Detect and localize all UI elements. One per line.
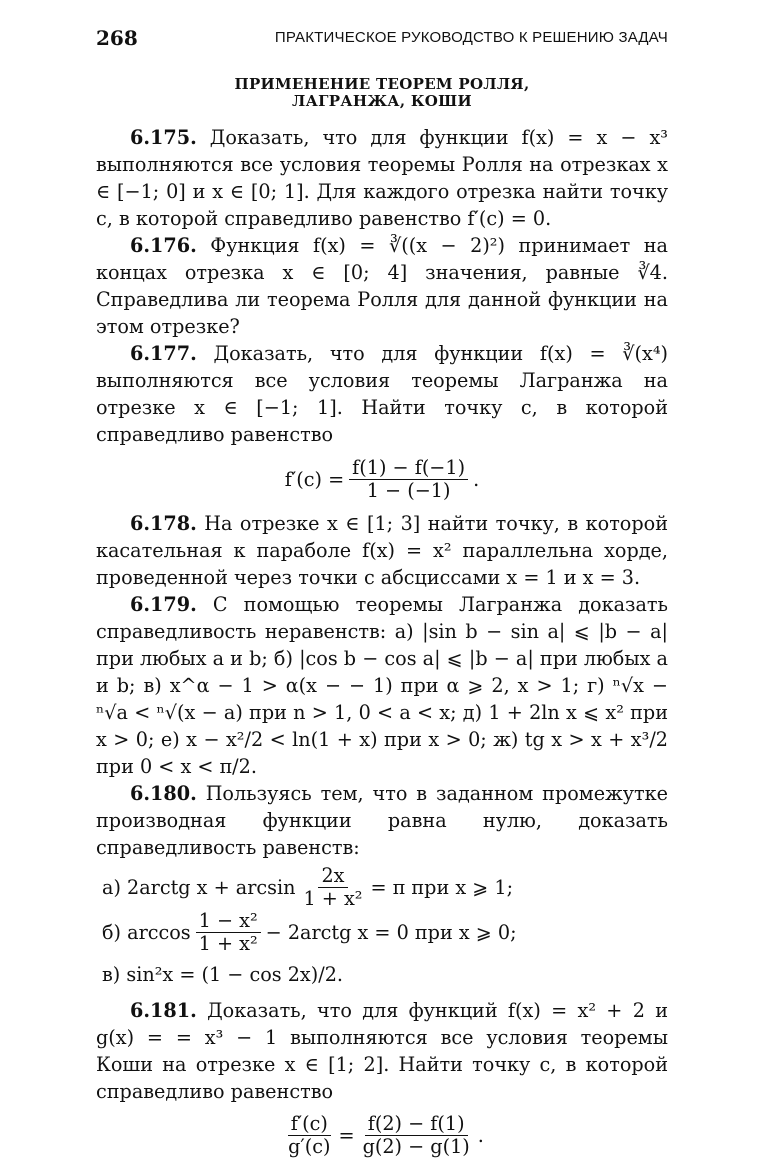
equality-c-text: в) sin²x = (1 − cos 2x)/2. bbox=[102, 962, 344, 986]
problem-text: На отрезке x ∈ [1; 3] найти точку, в которой касательная к параболе f(x) = x² параллельна хорде, проведенной через точки с абсциссами x = 1 и x = 3. bbox=[96, 512, 668, 589]
fraction-numerator: 1 − x² bbox=[196, 910, 261, 933]
formula-end: . bbox=[473, 467, 480, 491]
problem-6-181 bbox=[96, 997, 668, 1105]
running-head bbox=[96, 26, 668, 50]
fraction bbox=[196, 910, 261, 955]
problem-6-177 bbox=[96, 340, 668, 448]
problem-number: 6.181. bbox=[130, 999, 197, 1022]
page-number: 268 bbox=[96, 26, 138, 50]
problem-number: 6.177. bbox=[130, 342, 197, 365]
fraction-numerator: f(2) − f(1) bbox=[365, 1113, 468, 1136]
problem-number: 6.176. bbox=[130, 234, 197, 257]
fraction-denominator: g′(c) bbox=[288, 1134, 331, 1158]
problem-6-178 bbox=[96, 510, 668, 591]
section-title-line-2: ЛАГРАНЖА, КОШИ bbox=[292, 92, 472, 110]
problem-text: С помощью теоремы Лагранжа доказать справедливость неравенств: а) |sin b − sin a| ⩽ |b − a| при любых a и b; б) |cos b − cos a| ⩽ |b − a| при любых a и b; в) x^α − 1 > α(x − − 1) при α ⩾ 2, x > 1; г) ⁿ√x − ⁿ√a < ⁿ√(x − a) при n > 1, 0 < a < x; д) 1 + 2ln x ⩽ x² при x > 0; е) x − x²/2 < ln(1 + x) при x > 0; ж) tg x > x + x³/2 при 0 < x < π/2. bbox=[96, 593, 668, 778]
section-title-line-1: ПРИМЕНЕНИЕ ТЕОРЕМ РОЛЛЯ, bbox=[234, 75, 530, 93]
running-title: ПРАКТИЧЕСКОЕ РУКОВОДСТВО К РЕШЕНИЮ ЗАДАЧ bbox=[274, 29, 668, 46]
problem-text: Функция f(x) = ∛((x − 2)²) принимает на концах отрезка x ∈ [0; 4] значения, равные ∛4. Справедлива ли теорема Ролля для данной функции на этом отрезке? bbox=[96, 234, 668, 338]
formula-cauchy bbox=[96, 1105, 668, 1165]
fraction bbox=[360, 1113, 473, 1158]
equality-b-lhs: б) arccos bbox=[102, 921, 191, 944]
equality-b-rhs: − 2arctg x = 0 при x ⩾ 0; bbox=[265, 921, 517, 944]
formula-end: . bbox=[477, 1123, 484, 1147]
fraction bbox=[285, 1113, 333, 1158]
fraction-denominator: 1 + x² bbox=[303, 887, 363, 910]
problem-6-179 bbox=[96, 591, 668, 780]
formula-lhs: f′(c) = bbox=[284, 467, 345, 491]
formula-lagrange bbox=[96, 448, 668, 510]
problem-text: Доказать, что для функции f(x) = x − x³ выполняются все условия теоремы Ролля на отрезках x ∈ [−1; 0] и x ∈ [0; 1]. Для каждого отрезка найти точку c, в которой справедливо равенство f′(c) = 0. bbox=[96, 126, 668, 230]
problem-number: 6.178. bbox=[130, 512, 197, 535]
fraction-numerator: 2x bbox=[318, 865, 347, 888]
equality-a bbox=[102, 865, 668, 910]
fraction bbox=[349, 457, 468, 502]
problem-6-176 bbox=[96, 232, 668, 340]
problem-number: 6.180. bbox=[130, 782, 197, 805]
fraction-numerator: f′(c) bbox=[288, 1113, 331, 1136]
fraction-denominator: g(2) − g(1) bbox=[362, 1134, 470, 1158]
fraction-denominator: 1 + x² bbox=[198, 932, 258, 955]
equality-a-rhs: = π при x ⩾ 1; bbox=[370, 876, 514, 899]
problem-text: Пользуясь тем, что в заданном промежутке производная функции равна нулю, доказать справедливость равенств: bbox=[96, 782, 668, 859]
problem-number: 6.179. bbox=[130, 593, 197, 616]
problem-6-180 bbox=[96, 780, 668, 861]
problem-text: Доказать, что для функций f(x) = x² + 2 и g(x) = = x³ − 1 выполняются все условия теоремы Коши на отрезке x ∈ [1; 2]. Найти точку c, в которой справедливо равенство bbox=[96, 999, 668, 1103]
equality-b bbox=[102, 910, 668, 955]
fraction-denominator: 1 − (−1) bbox=[366, 478, 451, 502]
formula-equals: = bbox=[338, 1123, 355, 1147]
fraction bbox=[300, 865, 365, 910]
equality-c bbox=[102, 955, 668, 993]
section-title bbox=[96, 76, 668, 110]
problem-number: 6.175. bbox=[130, 126, 197, 149]
problem-text: Доказать, что для функции f(x) = ∛(x⁴) выполняются все условия теоремы Лагранжа на отрезке x ∈ [−1; 1]. Найти точку c, в которой справедливо равенство bbox=[96, 342, 669, 446]
problem-6-175 bbox=[96, 124, 668, 232]
fraction-numerator: f(1) − f(−1) bbox=[349, 457, 468, 480]
problems-body bbox=[96, 124, 668, 1165]
equality-a-lhs: а) 2arctg x + arcsin bbox=[102, 876, 296, 899]
